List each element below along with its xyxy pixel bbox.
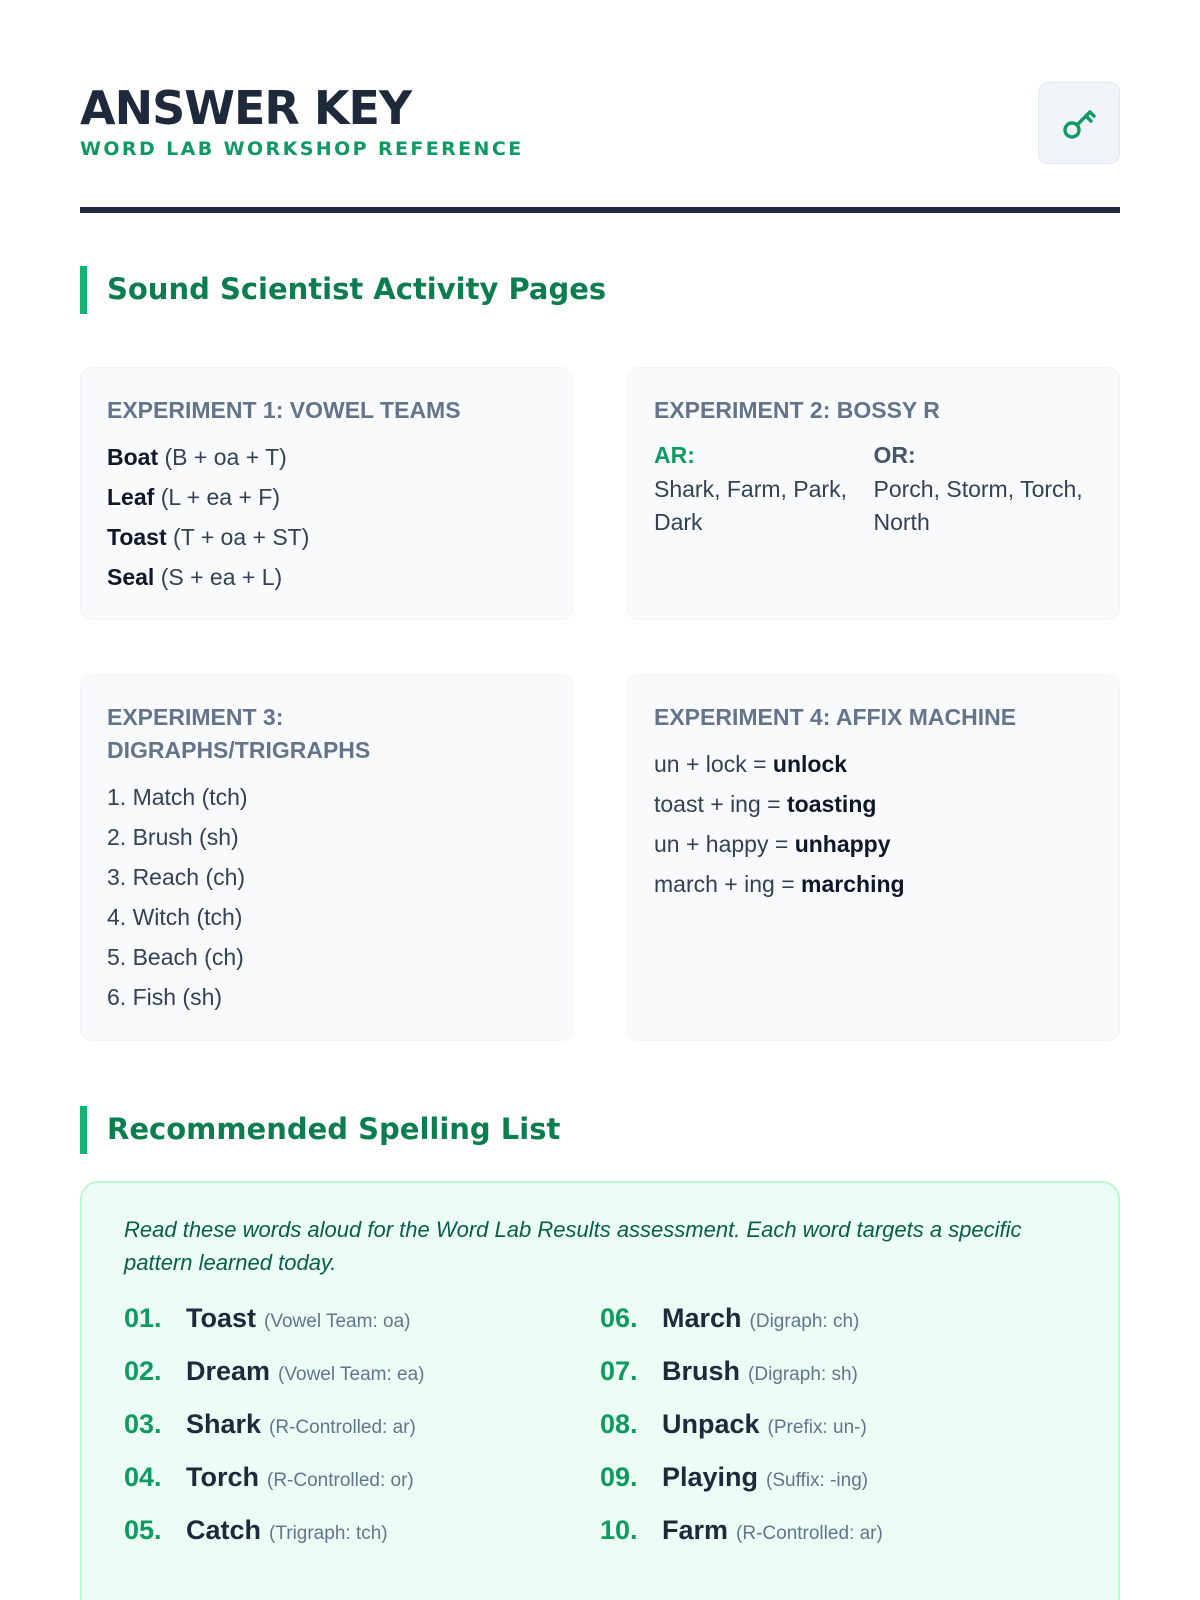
page-title: ANSWER KEY bbox=[80, 81, 412, 135]
spelling-item: 02. Dream (Vowel Team: ea) bbox=[124, 1356, 425, 1386]
spelling-intro: Read these words aloud for the Word Lab Results assessment. Each word targets a specific pattern learned today. bbox=[124, 1217, 1022, 1275]
list-item: 2. Brush (sh) bbox=[107, 824, 239, 850]
spelling-grid bbox=[124, 1303, 1076, 1568]
list-item: 5. Beach (ch) bbox=[107, 944, 244, 970]
ar-words: Shark, Farm, Park, Dark bbox=[654, 476, 847, 535]
card-title: EXPERIMENT 4: AFFIX MACHINE bbox=[654, 704, 1017, 730]
card-experiment-1 bbox=[80, 367, 573, 620]
card-title: EXPERIMENT 1: VOWEL TEAMS bbox=[107, 397, 461, 423]
or-words: Porch, Storm, Torch, North bbox=[873, 476, 1083, 535]
spelling-item: 07. Brush (Digraph: sh) bbox=[600, 1356, 858, 1386]
spelling-item: 06. March (Digraph: ch) bbox=[600, 1303, 860, 1333]
spelling-item: 09. Playing (Suffix: -ing) bbox=[600, 1462, 869, 1492]
list-item: 6. Fish (sh) bbox=[107, 984, 223, 1010]
card-title: EXPERIMENT 3: DIGRAPHS/TRIGRAPHS bbox=[107, 704, 371, 763]
spelling-item: 03. Shark (R-Controlled: ar) bbox=[124, 1409, 416, 1439]
list-item: 1. Match (tch) bbox=[107, 784, 248, 810]
section-title-activity: Sound Scientist Activity Pages bbox=[80, 266, 1120, 314]
ar-column bbox=[654, 437, 874, 539]
key-button[interactable] bbox=[1038, 82, 1120, 164]
list-item: 3. Reach (ch) bbox=[107, 864, 246, 890]
card-experiment-4 bbox=[627, 674, 1120, 1041]
or-column bbox=[874, 437, 1094, 539]
list-item: Leaf (L + ea + F) bbox=[107, 484, 280, 510]
bossy-r-columns bbox=[654, 437, 1093, 539]
card-title: EXPERIMENT 2: BOSSY R bbox=[654, 397, 940, 423]
list-item: Boat (B + oa + T) bbox=[107, 444, 287, 470]
key-icon bbox=[1059, 103, 1099, 143]
ar-label: AR: bbox=[654, 442, 695, 468]
card-experiment-2 bbox=[627, 367, 1120, 620]
spelling-list-box bbox=[80, 1181, 1120, 1600]
spelling-item: 08. Unpack (Prefix: un-) bbox=[600, 1409, 867, 1439]
spelling-item: 05. Catch (Trigraph: tch) bbox=[124, 1515, 388, 1545]
spelling-item: 01. Toast (Vowel Team: oa) bbox=[124, 1303, 411, 1333]
page-subtitle: WORD LAB WORKSHOP REFERENCE bbox=[80, 138, 524, 160]
spelling-column-right bbox=[600, 1303, 1076, 1568]
list-item: 4. Witch (tch) bbox=[107, 904, 243, 930]
or-label: OR: bbox=[873, 442, 916, 468]
spelling-item: 04. Torch (R-Controlled: or) bbox=[124, 1462, 414, 1492]
list-item: toast + ing = toasting bbox=[654, 791, 877, 817]
spelling-column-left bbox=[124, 1303, 600, 1568]
list-item: un + happy = unhappy bbox=[654, 831, 891, 857]
list-item: Toast (T + oa + ST) bbox=[107, 524, 310, 550]
list-item: march + ing = marching bbox=[654, 871, 905, 897]
spelling-item: 10. Farm (R-Controlled: ar) bbox=[600, 1515, 883, 1545]
list-item: Seal (S + ea + L) bbox=[107, 564, 283, 590]
card-experiment-3 bbox=[80, 674, 573, 1041]
section-title-spelling: Recommended Spelling List bbox=[80, 1106, 1120, 1154]
page-header bbox=[80, 80, 1120, 212]
list-item: un + lock = unlock bbox=[654, 751, 848, 777]
header-divider bbox=[80, 207, 1120, 213]
